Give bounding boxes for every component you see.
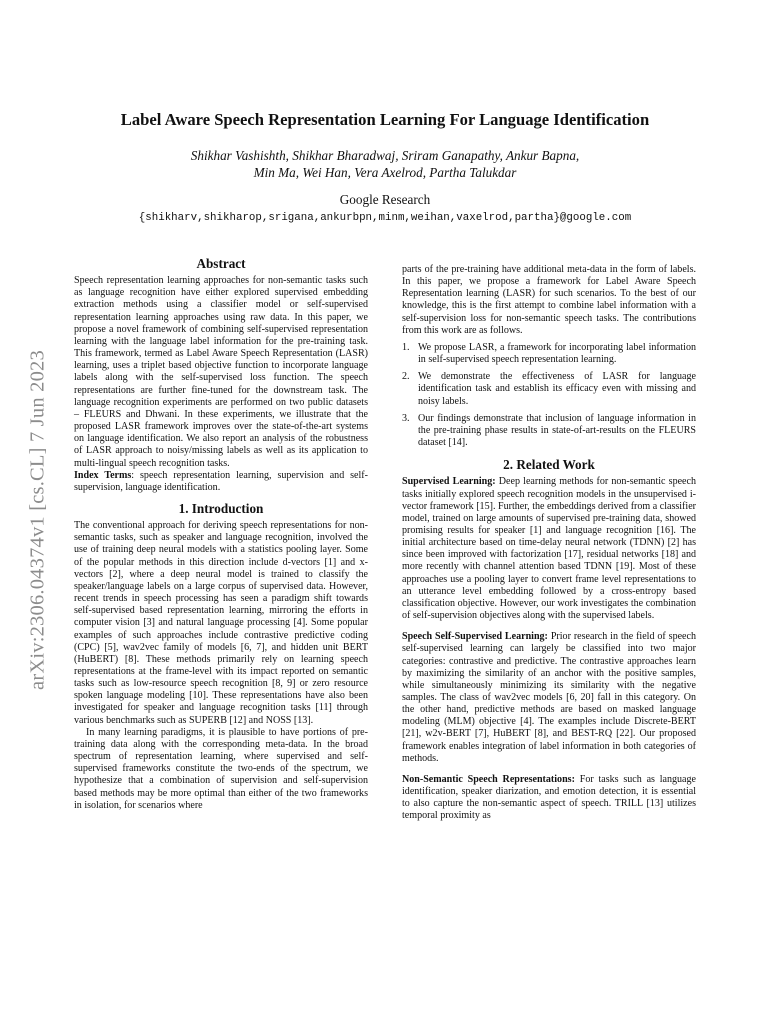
list-item-number: 2. bbox=[402, 371, 410, 383]
authors-line-2: Min Ma, Wei Han, Vera Axelrod, Partha Talukdar bbox=[253, 165, 517, 180]
intro-paragraph-1: The conventional approach for deriving speech representations for non-semantic tasks, such as speaker and language recognition, involved the use of training deep neural models with a statistics pooling layer. Some of the popular methods in this direction include d-vectors [1] and x-vectors [2], where a deep neural model is trained to classify the speaker/language labels on a large corpus of supervised data. However, recent trends in speech processing has seen a paradigm shift towards self-supervised based representation learning, mirroring the efforts in computer vision [3] and natural language processing [4]. Some popular examples of such approaches include contrastive predictive coding (CPC) [5], wav2vec family of models [6, 7], and hidden unit BERT (HuBERT) [8]. These methods primarily rely on learning speech representations at the frame-level with its impact reported on semantic tasks such as low-resource speech recognition [8, 9] or zero resource spoken language modeling [10]. These representations have also been investigated for speaker and language recognition tasks [11] through various benchmarks such as SUPERB [12] and NOSS [13]. bbox=[74, 520, 368, 726]
supervised-learning-text: Deep learning methods for non-semantic speech tasks initially explored speech recognition models in the unsupervised i-vector framework [15]. Further, the embeddings derived from a classifier model, trained on large amounts of supervised pre-training data, showed promising results for speaker [1] and language recognition [16]. The initial architecture based on time-delay neural network (TDNN) [2] has since been improved with factorization [17], residual networks [18] and more recently with channel attention based TDNN [19]. Most of these approaches use a pooling layer to convert frame level representations to an utterance level embedding followed by a cross-entropy based classification objective. However, our work investigates the combination of self-supervision objectives along with the supervised labels. bbox=[402, 476, 696, 622]
contributions-list bbox=[402, 342, 696, 449]
introduction-heading: 1. Introduction bbox=[178, 500, 264, 516]
abstract-heading: Abstract bbox=[196, 256, 246, 271]
list-item bbox=[402, 371, 696, 407]
supervised-learning-paragraph bbox=[402, 476, 696, 622]
index-terms bbox=[74, 470, 368, 494]
list-item-text: We propose LASR, a framework for incorporating label information in self-supervised speech representation learning. bbox=[418, 341, 696, 366]
related-work-heading: 2. Related Work bbox=[503, 457, 595, 473]
list-item bbox=[402, 413, 696, 449]
intro-paragraph-3: parts of the pre-training have additional meta-data in the form of labels. In this paper, we propose a framework for Label Aware Speech Representation learning (LASR) for such scenarios. To the best of our knowledge, this is the first attempt to combine label information with a self-supervision loss for non-semantic speech tasks. The contributions from this work are as follows. bbox=[402, 264, 696, 336]
author-list bbox=[100, 147, 670, 181]
non-semantic-label: Non-Semantic Speech Representations: bbox=[402, 773, 575, 785]
intro-paragraph-2: In many learning paradigms, it is plausible to have portions of pre-training data along with the corresponding meta-data. In the broad spectrum of representation learning, where supervised and self-supervised frameworks constitute the two-ends of the spectrum, we hypothesize that a combination of supervision and self-supervision based methods may be more optimal than either of the two frameworks in isolation, for scenarios where bbox=[74, 726, 368, 811]
index-terms-text: : speech representation learning, supervision and self-supervision, language identification. bbox=[74, 469, 369, 493]
abstract-body: Speech representation learning approaches for non-semantic tasks such as language recognition have either explored supervised embedding extraction methods using a classifier model or self-supervised representation learning approaches using raw data. In this paper, we propose a novel framework of combining self-supervised representation learning with the language label information for the pre-training task. This framework, termed as Label Aware Speech Representation (LASR) learning, uses a triplet based objective function to incorporate language labels along with the self-supervised loss function. The speech representations are further fine-tuned for the downstream task. The language recognition experiments are performed on two public datasets – FLEURS and Dhwani. In these experiments, we illustrate that the proposed LASR framework improves over the state-of-the-art systems on language identification. We also report an analysis of the robustness of LASR approach to noisy/missing labels as well as its application to multi-lingual speech recognition tasks. bbox=[74, 275, 368, 469]
list-item-number: 1. bbox=[402, 341, 410, 353]
paper-title: Label Aware Speech Representation Learning For Language Identification bbox=[120, 110, 650, 129]
affiliation: Google Research bbox=[339, 192, 431, 207]
list-item-text: Our findings demonstrate that inclusion of language information in the pre-training phase results in state-of-art-results on the FLEURS dataset [14]. bbox=[418, 412, 696, 449]
list-item-number: 3. bbox=[402, 412, 410, 424]
non-semantic-paragraph bbox=[402, 774, 696, 823]
non-semantic-text: For tasks such as language identification, speaker diarization, and emotion detection, it is essential to also capture the non-semantic aspect of speech. TRILL [13] utilizes temporal proximity as bbox=[402, 773, 696, 822]
authors-line-1: Shikhar Vashishth, Shikhar Bharadwaj, Sriram Ganapathy, Ankur Bapna, bbox=[190, 148, 580, 163]
left-column bbox=[74, 258, 368, 812]
self-supervised-text: Prior research in the field of speech self-supervised learning can largely be classified into two major categories: contrastive and predictive. The contrastive approaches learn by maximizing the similarity of an anchor with the positive samples, while simultaneously minimizing its similarity with the negative samples. The class of wav2vec models [6, 20] fall in this category. On the other hand, predictive methods are based on masked language modeling (MLM) objective [4]. The examples include Discrete-BERT [21], w2v-BERT [7], HuBERT [8], and BEST-RQ [22]. Our proposed framework enables integration of label information in both categories of methods. bbox=[402, 631, 696, 764]
self-supervised-label: Speech Self-Supervised Learning: bbox=[402, 631, 548, 643]
list-item bbox=[402, 342, 696, 366]
self-supervised-paragraph bbox=[402, 631, 696, 765]
list-item-text: We demonstrate the effectiveness of LASR for language identification task and establish its efficacy even with missing and noisy labels. bbox=[418, 371, 696, 407]
supervised-learning-label: Supervised Learning: bbox=[402, 476, 496, 488]
index-terms-label: Index Terms bbox=[74, 469, 132, 481]
arxiv-identifier-stamp: arXiv:2306.04374v1 [cs.CL] 7 Jun 2023 bbox=[26, 350, 49, 690]
right-column bbox=[402, 264, 696, 823]
author-emails: {shikharv,shikharop,srigana,ankurbpn,minm,weihan,vaxelrod,partha}@google.com bbox=[138, 212, 632, 224]
